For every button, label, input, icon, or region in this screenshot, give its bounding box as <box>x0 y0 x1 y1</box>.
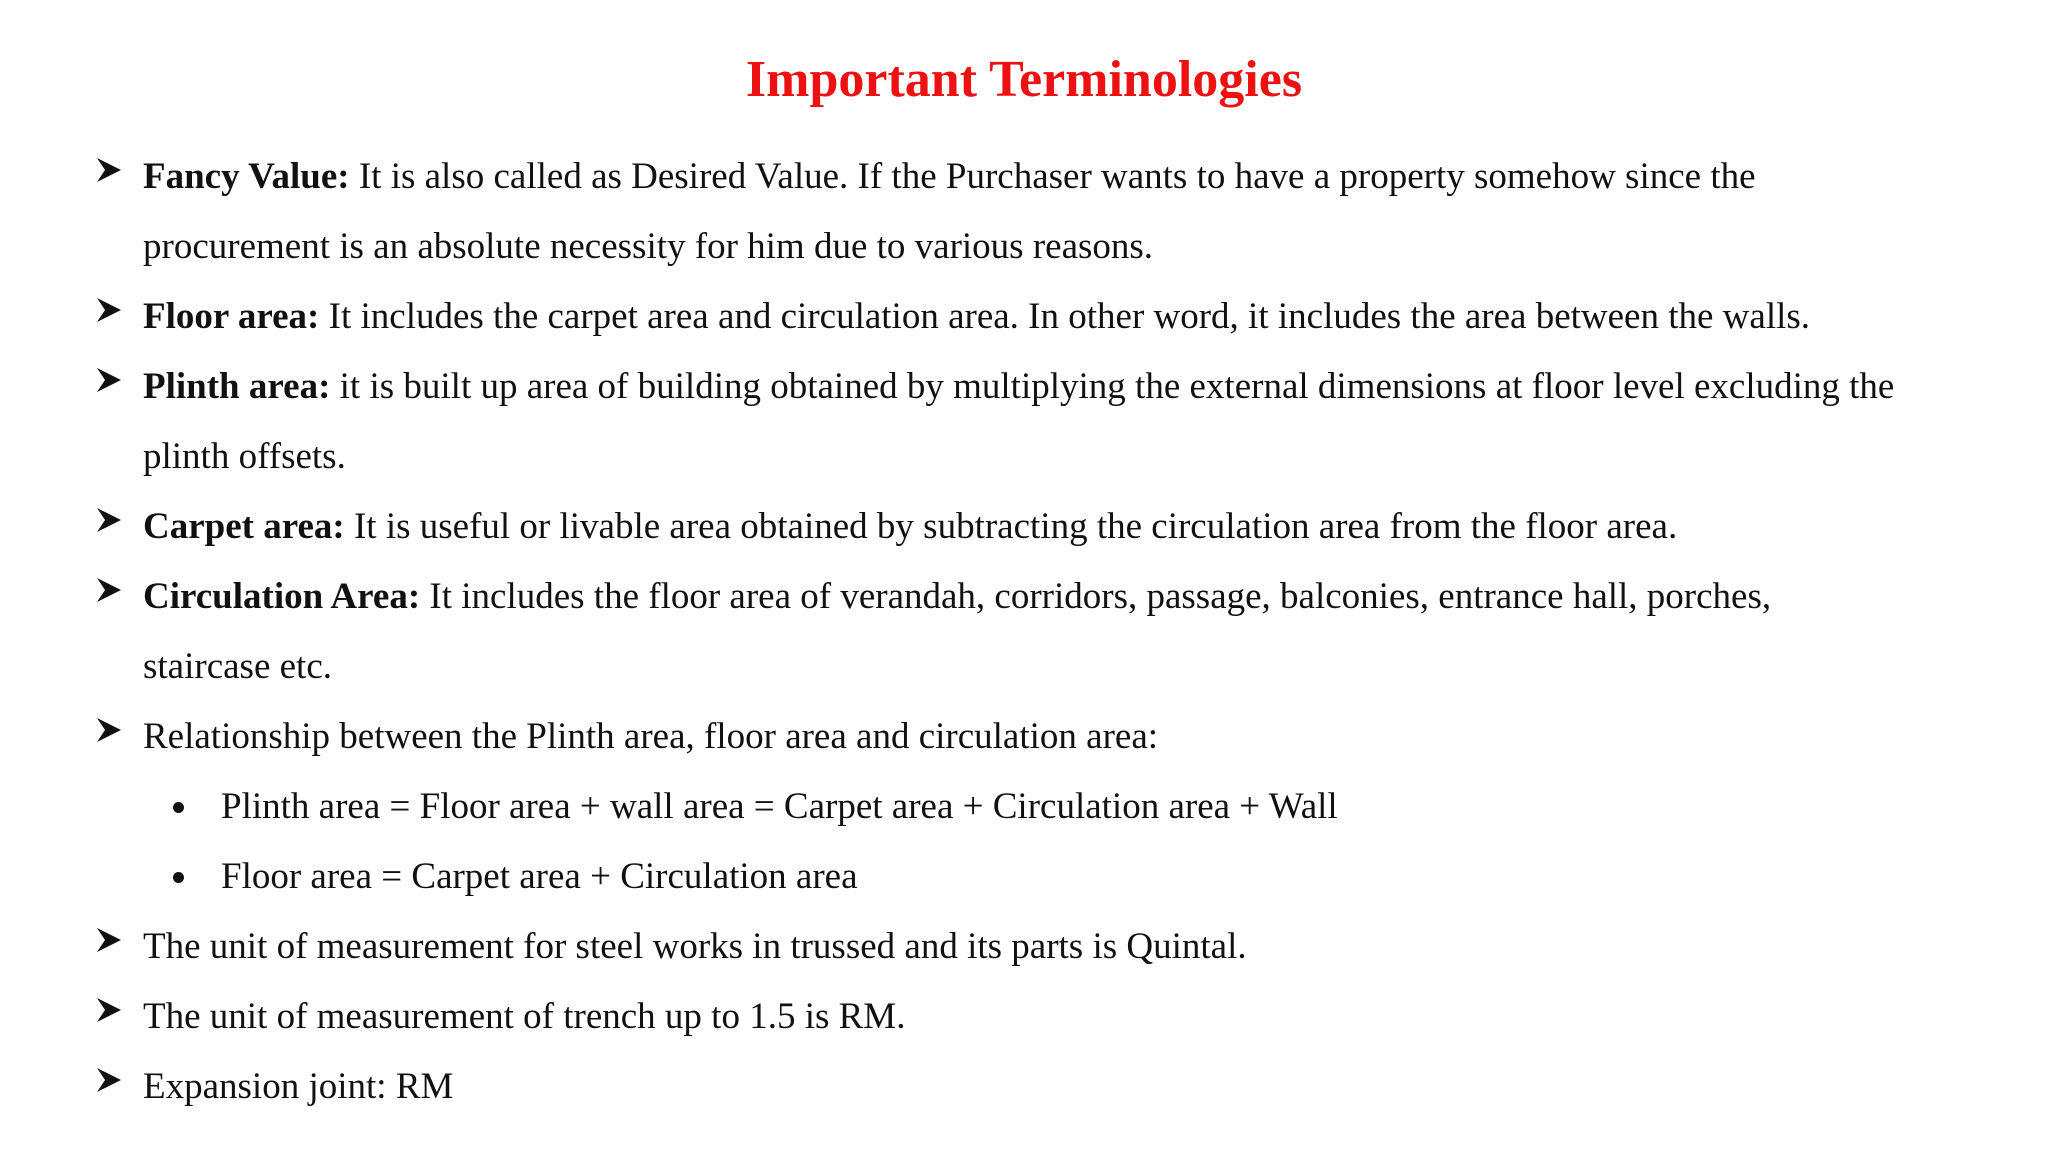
item-text: Expansion joint: RM <box>143 1066 454 1107</box>
arrow-bullet-icon <box>95 716 123 744</box>
arrow-bullet-icon <box>95 926 123 954</box>
list-item-trench-unit <box>95 982 2025 1052</box>
arrow-bullet-icon <box>95 506 123 534</box>
list-item-plinth-area-cont <box>95 422 2025 492</box>
relationship-text: Relationship between the Plinth area, floor area and circulation area: <box>143 716 1159 757</box>
term-description: it is built up area of building obtained by multiplying the external dimensions at floor level excluding the <box>330 366 1895 407</box>
arrow-bullet-icon <box>95 156 123 184</box>
arrow-bullet-icon <box>95 576 123 604</box>
list-item-circulation-area-cont <box>95 632 2025 702</box>
list-item-relationship <box>95 702 2025 772</box>
bullet-dot-icon <box>173 872 184 883</box>
list-item-fancy-value <box>95 142 2025 212</box>
list-item-expansion-joint <box>95 1052 2025 1122</box>
term-label: Floor area: <box>143 296 320 337</box>
item-text: The unit of measurement of trench up to 1.5 is RM. <box>143 996 906 1037</box>
terminology-list <box>95 142 2025 1122</box>
page-title: Important Terminologies <box>745 51 1303 108</box>
term-description: It is also called as Desired Value. If the Purchaser wants to have a property somehow since the <box>349 156 1756 197</box>
term-label: Plinth area: <box>143 366 331 407</box>
list-item-steel-unit <box>95 912 2025 982</box>
term-description-cont: procurement is an absolute necessity for him due to various reasons. <box>143 226 1154 267</box>
list-item-fancy-value-cont <box>95 212 2025 282</box>
term-label: Carpet area: <box>143 506 345 547</box>
term-description: It includes the carpet area and circulation area. In other word, it includes the area between the walls. <box>319 296 1811 337</box>
list-item-carpet-area <box>95 492 2025 562</box>
term-description-cont: plinth offsets. <box>143 436 346 477</box>
term-description: It is useful or livable area obtained by subtracting the circulation area from the floor area. <box>344 506 1678 547</box>
formula-text: Floor area = Carpet area + Circulation area <box>221 856 858 897</box>
term-label: Fancy Value: <box>143 156 350 197</box>
formula-text: Plinth area = Floor area + wall area = Carpet area + Circulation area + Wall <box>221 786 1338 827</box>
arrow-bullet-icon <box>95 366 123 394</box>
list-item-circulation-area <box>95 562 2025 632</box>
bullet-dot-icon <box>173 802 184 813</box>
arrow-bullet-icon <box>95 1066 123 1094</box>
term-description: It includes the floor area of verandah, corridors, passage, balconies, entrance hall, porches, <box>420 576 1772 617</box>
item-text: The unit of measurement for steel works in trussed and its parts is Quintal. <box>143 926 1247 967</box>
term-description-cont: staircase etc. <box>143 646 332 687</box>
list-item-plinth-area <box>95 352 2025 422</box>
arrow-bullet-icon <box>95 996 123 1024</box>
sub-bullet-item <box>95 772 2025 842</box>
arrow-bullet-icon <box>95 296 123 324</box>
sub-bullet-item <box>95 842 2025 912</box>
term-label: Circulation Area: <box>143 576 421 617</box>
list-item-floor-area <box>95 282 2025 352</box>
